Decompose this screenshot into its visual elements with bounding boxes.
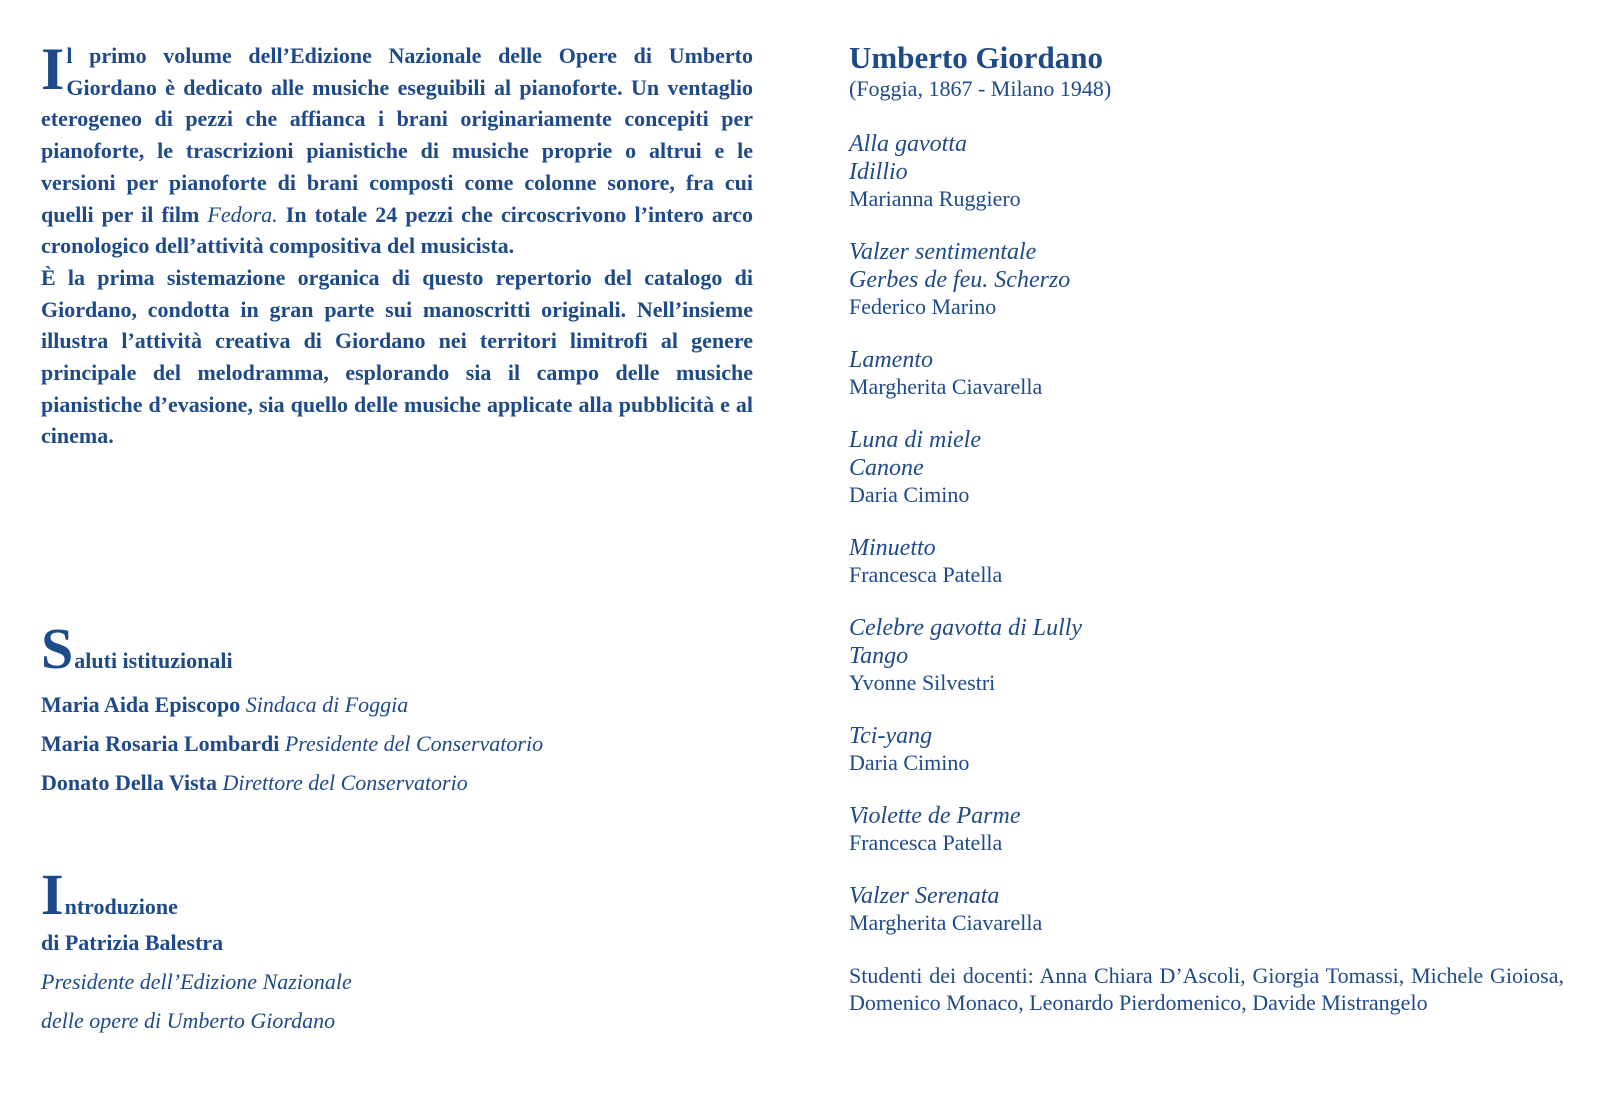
performer-name: Daria Cimino	[849, 482, 970, 507]
introduzione-title: ntroduzione	[64, 894, 178, 919]
piece-title: Gerbes de feu. Scherzo	[849, 267, 1071, 293]
performer-name: Yvonne Silvestri	[849, 670, 996, 695]
intro-paragraph	[41, 36, 753, 452]
saluti-role: Sindaca di Foggia	[245, 692, 409, 717]
introduzione-role	[41, 962, 761, 1040]
piece-title: Tci-yang	[849, 723, 933, 749]
saluti-row	[41, 692, 761, 717]
program-item	[849, 614, 1564, 696]
performer-name: Francesca Patella	[849, 830, 1003, 855]
piece-title: Luna di miele	[849, 427, 981, 453]
drop-cap: I	[41, 36, 65, 102]
saluti-drop-cap: S	[41, 616, 74, 681]
saluti-title: aluti istituzionali	[74, 648, 233, 673]
saluti-name: Donato Della Vista	[41, 770, 217, 795]
film-title: Fedora.	[207, 201, 278, 227]
introduzione-role-line-2: delle opere di Umberto Giordano	[41, 1008, 336, 1033]
program-column	[849, 40, 1564, 1016]
saluti-list	[41, 692, 761, 795]
piece-title: Violette de Parme	[849, 803, 1021, 829]
saluti-name: Maria Rosaria Lombardi	[41, 731, 280, 756]
performer-name: Margherita Ciavarella	[849, 374, 1043, 399]
intro-text-1: l primo volume dell’Edizione Nazionale delle Opere di Umberto Giordano è dedicato alle musiche eseguibili al pianoforte. Un ventaglio eterogeneo di pezzi che affianca i brani originariamente concepiti per pianoforte, le trascrizioni pianistiche di musiche proprie o altrui e le versioni per pianoforte di brani composti come colonne sonore, fra cui quelli per il film	[41, 43, 753, 227]
piece-title: Minuetto	[849, 535, 936, 561]
program-item	[849, 130, 1564, 212]
piece-title: Canone	[849, 455, 924, 481]
performer-name: Marianna Ruggiero	[849, 186, 1021, 211]
piece-title: Idillio	[849, 159, 908, 185]
intro-text-2: In totale 24 pezzi che circoscrivono l’intero arco cronologico dell’attività compositiva del musicista.	[41, 201, 753, 259]
program-item	[849, 802, 1564, 856]
introduzione-heading	[41, 862, 761, 927]
program-list	[849, 130, 1564, 936]
composer-dates: (Foggia, 1867 - Milano 1948)	[849, 76, 1112, 101]
saluti-row	[41, 731, 761, 756]
piece-title: Tango	[849, 643, 909, 669]
program-item	[849, 346, 1564, 400]
intro-text-3: È la prima sistemazione organica di questo repertorio del catalogo di Giordano, condotta in gran parte sui manoscritti originali. Nell’insieme illustra l’attività creativa di Giordano nei territori limitrofi al genere principale del melodramma, esplorando sia il campo delle musiche pianistiche d’evasione, sia quello delle musiche applicate alla pubblicità e al cinema.	[41, 264, 753, 449]
program-item	[849, 534, 1564, 588]
introduzione-role-line-1: Presidente dell’Edizione Nazionale	[41, 969, 352, 994]
piece-title: Alla gavotta	[849, 131, 967, 157]
performer-name: Francesca Patella	[849, 562, 1003, 587]
composer-name: Umberto Giordano	[849, 40, 1104, 75]
intro-column	[41, 36, 753, 452]
saluti-role: Presidente del Conservatorio	[284, 731, 544, 756]
piece-title: Valzer Serenata	[849, 883, 1000, 909]
performer-name: Margherita Ciavarella	[849, 910, 1043, 935]
saluti-section	[41, 616, 761, 795]
program-item	[849, 882, 1564, 936]
piece-title: Celebre gavotta di Lully	[849, 615, 1083, 641]
program-item	[849, 426, 1564, 508]
performer-name: Daria Cimino	[849, 750, 970, 775]
saluti-name: Maria Aida Episcopo	[41, 692, 241, 717]
introduzione-speaker: di Patrizia Balestra	[41, 930, 224, 955]
performer-name: Federico Marino	[849, 294, 997, 319]
piece-title: Valzer sentimentale	[849, 239, 1037, 265]
program-item	[849, 722, 1564, 776]
saluti-heading	[41, 616, 761, 681]
saluti-row	[41, 770, 761, 795]
students-note: Studenti dei docenti: Anna Chiara D’Ascoli, Giorgia Tomassi, Michele Gioiosa, Domenico Monaco, Leonardo Pierdomenico, Davide Mistrangelo	[849, 963, 1564, 1015]
piece-title: Lamento	[849, 347, 933, 373]
saluti-role: Direttore del Conservatorio	[222, 770, 468, 795]
introduzione-section	[41, 862, 761, 1040]
introduzione-drop-cap: I	[41, 862, 64, 927]
program-item	[849, 238, 1564, 320]
